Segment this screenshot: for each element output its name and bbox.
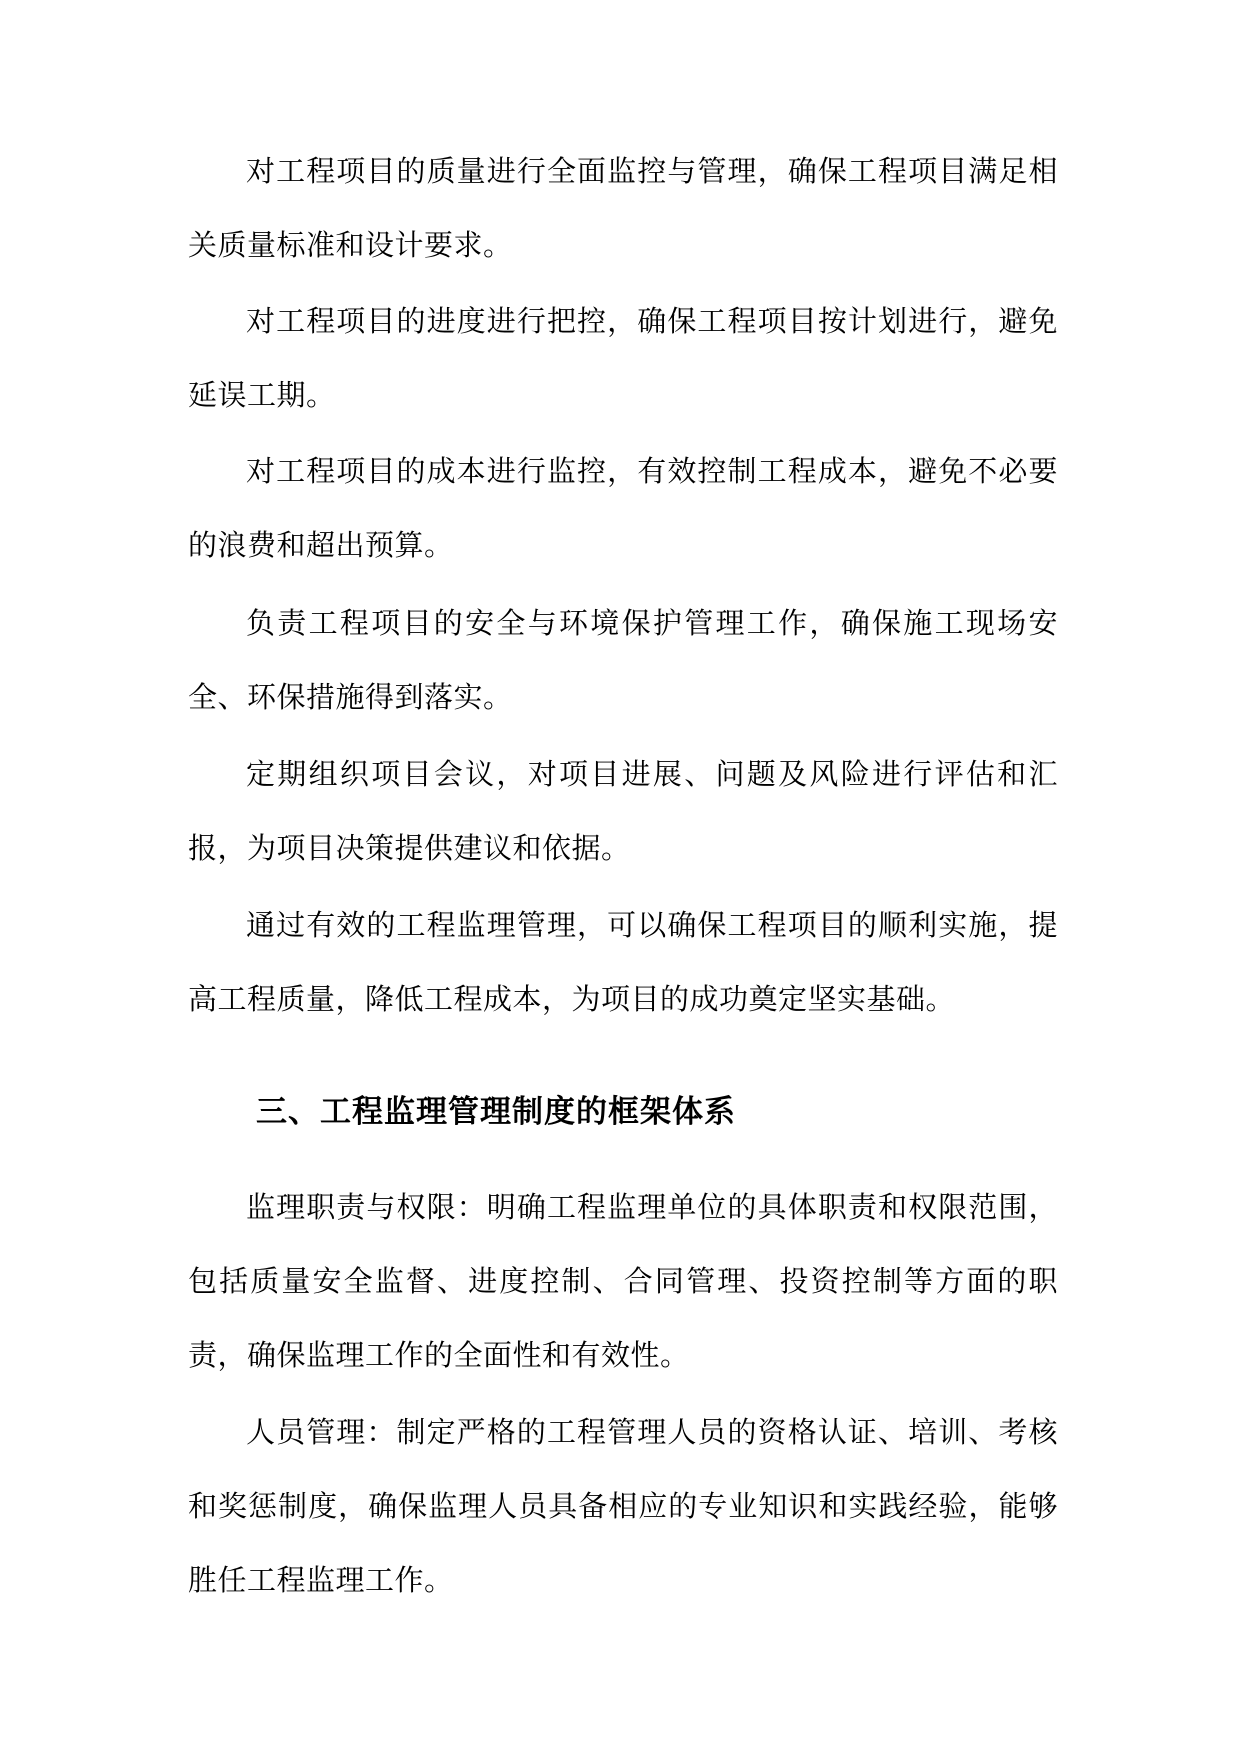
paragraph-safety-environment: 负责工程项目的安全与环境保护管理工作，确保施工现场安全、环保措施得到落实。 [188, 606, 1058, 714]
paragraph-summary: 通过有效的工程监理管理，可以确保工程项目的顺利实施，提高工程质量，降低工程成本，为项目的成功奠定坚实基础。 [188, 908, 1058, 1016]
section-heading: 三、工程监理管理制度的框架体系 [256, 1094, 736, 1130]
paragraph-cost-control: 对工程项目的成本进行监控，有效控制工程成本，避免不必要的浪费和超出预算。 [188, 454, 1058, 562]
paragraph-personnel-management: 人员管理：制定严格的工程管理人员的资格认证、培训、考核和奖惩制度，确保监理人员具备相应的专业知识和实践经验，能够胜任工程监理工作。 [188, 1415, 1058, 1597]
paragraph-schedule-control: 对工程项目的进度进行把控，确保工程项目按计划进行，避免延误工期。 [188, 304, 1058, 412]
paragraph-duties-authority: 监理职责与权限：明确工程监理单位的具体职责和权限范围，包括质量安全监督、进度控制、合同管理、投资控制等方面的职责，确保监理工作的全面性和有效性。 [188, 1190, 1058, 1372]
paragraph-project-meetings: 定期组织项目会议，对项目进展、问题及风险进行评估和汇报，为项目决策提供建议和依据。 [188, 757, 1058, 865]
paragraph-quality-control: 对工程项目的质量进行全面监控与管理，确保工程项目满足相关质量标准和设计要求。 [188, 154, 1058, 262]
